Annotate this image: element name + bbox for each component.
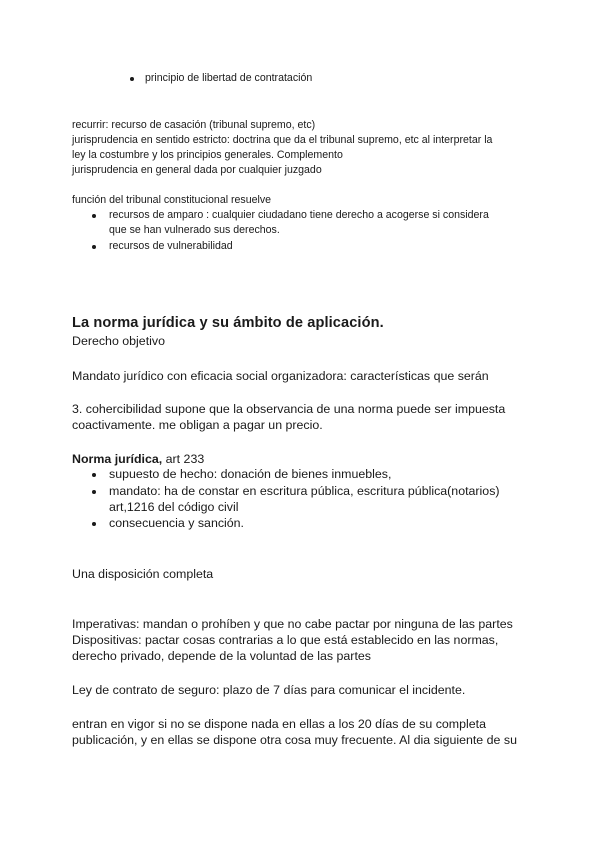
text-cohercibilidad-cont: coactivamente. me obligan a pagar un precio. — [72, 418, 323, 432]
text-mandato-juridico: Mandato jurídico con eficacia social organizadora: características que serán — [72, 369, 489, 383]
bullet-dot — [130, 77, 134, 81]
text-funcion-tribunal: función del tribunal constitucional resuelve — [72, 194, 272, 206]
bullet-dot — [92, 522, 96, 526]
text-jurisprudencia-estricto: jurisprudencia en sentido estricto: doctrina que da el tribunal supremo, etc al interpretar la — [72, 134, 493, 146]
bullet-recursos-vulnerabilidad: recursos de vulnerabilidad — [109, 240, 233, 252]
norma-juridica-line — [72, 452, 204, 466]
text-cohercibilidad: 3. cohercibilidad supone que la observancia de una norma puede ser impuesta — [72, 402, 506, 416]
text-ley-contrato-seguro: Ley de contrato de seguro: plazo de 7 días para comunicar el incidente. — [72, 683, 466, 697]
bullet-mandato: mandato: ha de constar en escritura pública, escritura pública(notarios) — [109, 484, 500, 498]
section-heading: La norma jurídica y su ámbito de aplicación. — [72, 315, 384, 331]
bullet-dot — [92, 245, 96, 249]
bullet-dot — [92, 490, 96, 494]
bullet-dot — [92, 214, 96, 218]
norma-juridica-label: Norma jurídica, — [72, 452, 163, 466]
text-jurisprudencia-general: jurisprudencia en general dada por cualquier juzgado — [72, 164, 322, 176]
bullet-libertad-contratacion: principio de libertad de contratación — [145, 72, 313, 84]
text-dispositivas-cont: derecho privado, depende de la voluntad de las partes — [72, 649, 371, 663]
text-ley-costumbre: ley la costumbre y los principios generales. Complemento — [72, 149, 343, 161]
text-entrada-vigor: entran en vigor si no se dispone nada en ellas a los 20 días de su completa — [72, 717, 486, 731]
norma-juridica-ref: art 233 — [162, 452, 205, 466]
text-entrada-vigor-cont: publicación, y en ellas se dispone otra cosa muy frecuente. Al dia siguiente de su — [72, 733, 517, 747]
bullet-supuesto-hecho: supuesto de hecho: donación de bienes inmuebles, — [109, 467, 392, 481]
text-dispositivas: Dispositivas: pactar cosas contrarias a lo que está establecido en las normas, — [72, 633, 499, 647]
text-disposicion-completa: Una disposición completa — [72, 567, 214, 581]
bullet-mandato-cont: art,1216 del código civil — [109, 500, 239, 514]
bullet-consecuencia: consecuencia y sanción. — [109, 516, 245, 530]
bullet-dot — [92, 473, 96, 477]
bullet-recursos-amparo: recursos de amparo : cualquier ciudadano tiene derecho a acogerse si considera — [109, 209, 489, 221]
bullet-recursos-amparo-cont: que se han vulnerado sus derechos. — [109, 224, 280, 236]
subheading-derecho-objetivo: Derecho objetivo — [72, 334, 165, 348]
text-recurrir: recurrir: recurso de casación (tribunal supremo, etc) — [72, 119, 316, 131]
text-imperativas: Imperativas: mandan o prohíben y que no cabe pactar por ninguna de las partes — [72, 617, 513, 631]
